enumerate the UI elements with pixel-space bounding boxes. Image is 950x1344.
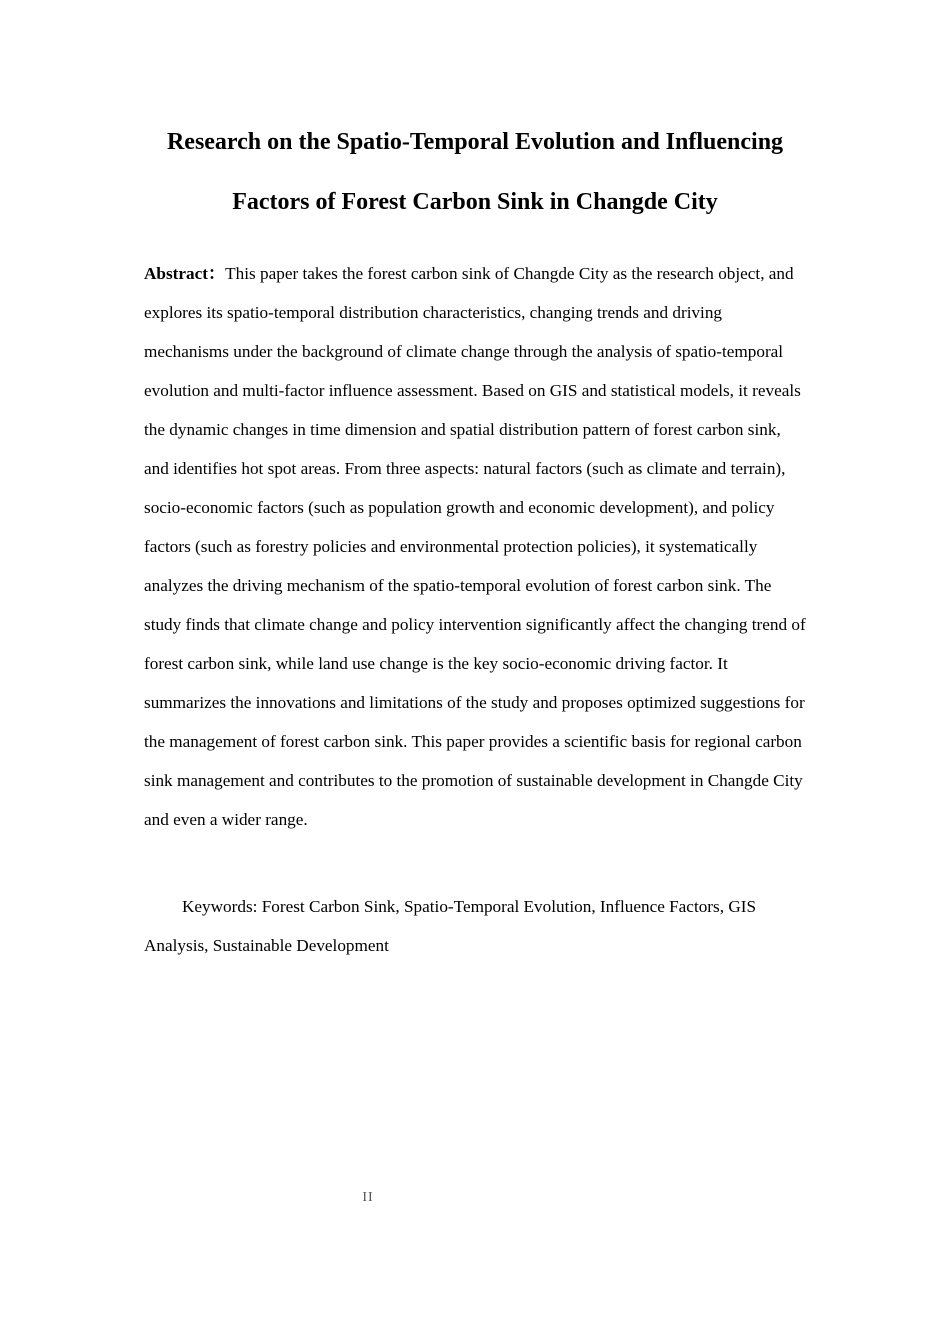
abstract-text: This paper takes the forest carbon sink of Changde City as the research object, and explores its spatio-temporal distribution characteristics, changing trends and driving mechanisms under the background of climate change through the analysis of spatio-temporal evolution and multi-factor influence assessment. Based on GIS and statistical models, it reveals the dynamic changes in time dimension and spatial distribution pattern of forest carbon sink, and identifies hot spot areas. From three aspects: natural factors (such as climate and terrain), socio-economic factors (such as population growth and economic development), and policy factors (such as forestry policies and environmental protection policies), it systematically analyzes the driving mechanism of the spatio-temporal evolution of forest carbon sink. The study finds that climate change and policy intervention significantly affect the changing trend of forest carbon sink, while land use change is the key socio-economic driving factor. It summarizes the innovations and limitations of the study and proposes optimized suggestions for the management of forest carbon sink. This paper provides a scientific basis for regional carbon sink management and contributes to the promotion of sustainable development in Changde City and even a wider range.	[144, 264, 806, 829]
abstract-label: Abstract	[144, 264, 208, 283]
abstract-separator: ：	[207, 264, 226, 283]
page-number: II	[362, 1190, 374, 1205]
abstract-paragraph	[144, 254, 808, 839]
title-line-1: Research on the Spatio-Temporal Evolution and Influencing	[166, 129, 784, 155]
keywords-paragraph: Keywords: Forest Carbon Sink, Spatio-Temporal Evolution, Influence Factors, GIS Analysis, Sustainable Development	[144, 897, 757, 955]
title-line-2: Factors of Forest Carbon Sink in Changde City	[232, 189, 718, 215]
